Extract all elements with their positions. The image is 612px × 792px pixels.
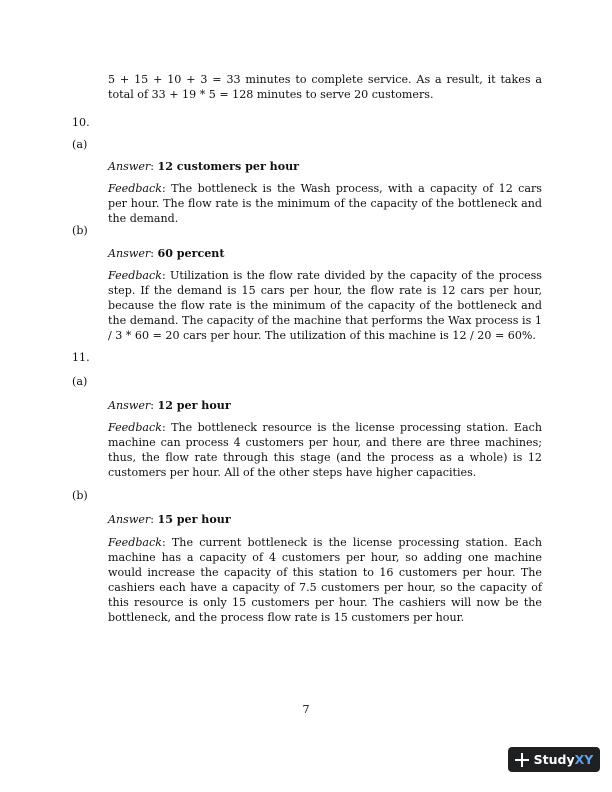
question-10a-answer: Answer: 12 customers per hour [108,160,300,173]
feedback-text: Utilization is the flow rate divided by the capacity of the process step. If the demand is 15 cars per hour, the flow rate is 12 cars per hour, because the flow rate is the minimum of the capacity of the bottleneck and the demand. The capacity of the machine that performs the Wax process is 1 / 3 * 60 = 20 cars per hour. The utilization of this machine is 12 / 20 = 60%. [108,269,542,342]
question-11a-feedback: Feedback: The bottleneck resource is the license processing station. Each machine can process 4 customers per hour, and there are three machines; thus, the flow rate through this stage (and the process as a whole) is 12 customers per hour. All of the other steps have higher capacities. [108,421,542,479]
question-10b-feedback: Feedback: Utilization is the flow rate divided by the capacity of the process step. If the demand is 15 cars per hour, the flow rate is 12 cars per hour, because the flow rate is the minimum of the capacity of the bottleneck and the demand. The capacity of the machine that performs the Wax process is 1 / 3 * 60 = 20 cars per hour. The utilization of this machine is 12 / 20 = 60%. [108,269,542,342]
feedback-prefix: Feedback [108,182,162,195]
question-10a-label: (a) [72,138,88,151]
question-11b-answer: Answer: 15 per hour [108,513,231,526]
question-11-number: 11. [72,351,90,364]
feedback-prefix: Feedback [108,421,162,434]
answer-prefix: Answer [108,160,151,173]
answer-value: 12 customers per hour [157,160,300,173]
question-11a-label: (a) [72,375,88,388]
feedback-text: The current bottleneck is the license processing station. Each machine has a capacity of 4 customers per hour, so adding one machine would increase the capacity of this station to 16 customers per hour. The cashiers each have a capacity of 7.5 customers per hour, so the capacity of this resource is only 15 customers per hour. The cashiers will now be the bottleneck, and the process flow rate is 15 customers per hour. [108,536,542,624]
feedback-prefix: Feedback [108,269,162,282]
intro-paragraph: 5 + 15 + 10 + 3 = 33 minutes to complete service. As a result, it takes a total of 33 + 19 * 5 = 128 minutes to serve 20 customers. [108,73,542,101]
plus-icon [515,753,529,767]
answer-value: 15 per hour [157,513,231,526]
question-11b-label: (b) [72,489,88,502]
question-10b-label: (b) [72,224,88,237]
question-11a-answer: Answer: 12 per hour [108,399,231,412]
answer-value: 60 percent [157,247,225,260]
feedback-prefix: Feedback [108,536,162,549]
question-10a-feedback: Feedback: The bottleneck is the Wash process, with a capacity of 12 cars per hour. The flow rate is the minimum of the capacity of the bottleneck and the demand. [108,182,542,225]
feedback-text: The bottleneck resource is the license processing station. Each machine can process 4 customers per hour, and there are three machines; thus, the flow rate through this stage (and the process as a whole) is 12 customers per hour. All of the other steps have higher capacities. [108,421,542,479]
feedback-text: The bottleneck is the Wash process, with a capacity of 12 cars per hour. The flow rate is the minimum of the capacity of the bottleneck and the demand. [108,182,542,225]
answer-value: 12 per hour [157,399,231,412]
page-number: 7 [302,703,310,716]
answer-prefix: Answer [108,247,151,260]
answer-prefix: Answer [108,399,151,412]
studyxy-badge[interactable] [508,747,600,772]
brand-word: Study [533,752,575,767]
brand-suffix: XY [574,752,594,767]
answer-prefix: Answer [108,513,151,526]
question-11b-feedback: Feedback: The current bottleneck is the license processing station. Each machine has a capacity of 4 customers per hour, so adding one machine would increase the capacity of this station to 16 customers per hour. The cashiers each have a capacity of 7.5 customers per hour, so the capacity of this resource is only 15 customers per hour. The cashiers will now be the bottleneck, and the process flow rate is 15 customers per hour. [108,536,542,624]
question-10-number: 10. [72,116,90,129]
question-10b-answer: Answer: 60 percent [108,247,225,260]
